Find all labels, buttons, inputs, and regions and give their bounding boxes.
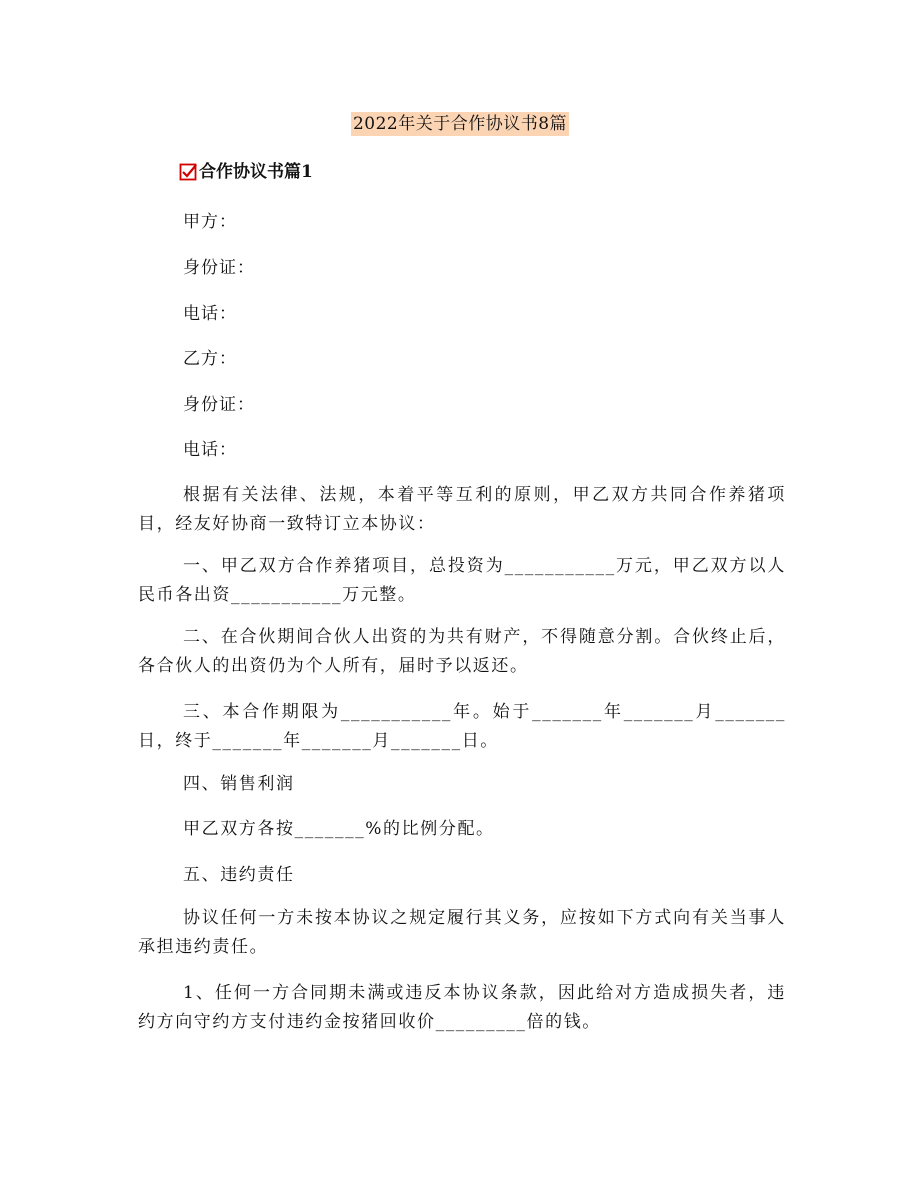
party-a-label: 甲方： <box>183 212 237 232</box>
preamble-paragraph: 根据有关法律、法规，本着平等互利的原则，甲乙双方共同合作养猪项目，经友好协商一致特订立本协议： <box>138 485 786 534</box>
clause-4-heading: 四、销售利润 <box>183 774 295 794</box>
document-title: 2022年关于合作协议书8篇 <box>352 114 568 134</box>
section-heading-text: 合作协议书篇1 <box>199 162 313 182</box>
clause-5-text: 协议任何一方未按本协议之规定履行其义务，应按如下方式向有关当事人承担违约责任。 <box>138 908 786 957</box>
clause-4-text: 甲乙双方各按_______%的比例分配。 <box>183 819 495 839</box>
party-b-label: 乙方： <box>183 349 237 369</box>
party-a-id-label: 身份证： <box>183 258 255 278</box>
clause-2-paragraph: 二、在合伙期间合伙人出资的为共有财产，不得随意分割。合伙终止后，各合伙人的出资仍为个人所有，届时予以返还。 <box>138 627 786 676</box>
title-container <box>0 112 920 136</box>
party-b-id-label: 身份证： <box>183 395 255 415</box>
clause-3-paragraph: 三、本合作期限为___________年。始于_______年_______月_______日，终于_______年_______月_______日。 <box>138 702 786 751</box>
checkbox-checked-icon <box>179 163 197 181</box>
party-a-phone-label: 电话： <box>183 304 237 324</box>
section-heading <box>179 160 313 184</box>
clause-5-heading: 五、违约责任 <box>183 865 295 885</box>
party-b-phone-label: 电话： <box>183 440 237 460</box>
clause-1-paragraph: 一、甲乙双方合作养猪项目，总投资为___________万元，甲乙双方以人民币各出资___________万元整。 <box>138 556 786 605</box>
clause-5-item-1: 1、任何一方合同期未满或违反本协议条款，因此给对方造成损失者，违约方向守约方支付违约金按猪回收价_________倍的钱。 <box>138 983 786 1032</box>
